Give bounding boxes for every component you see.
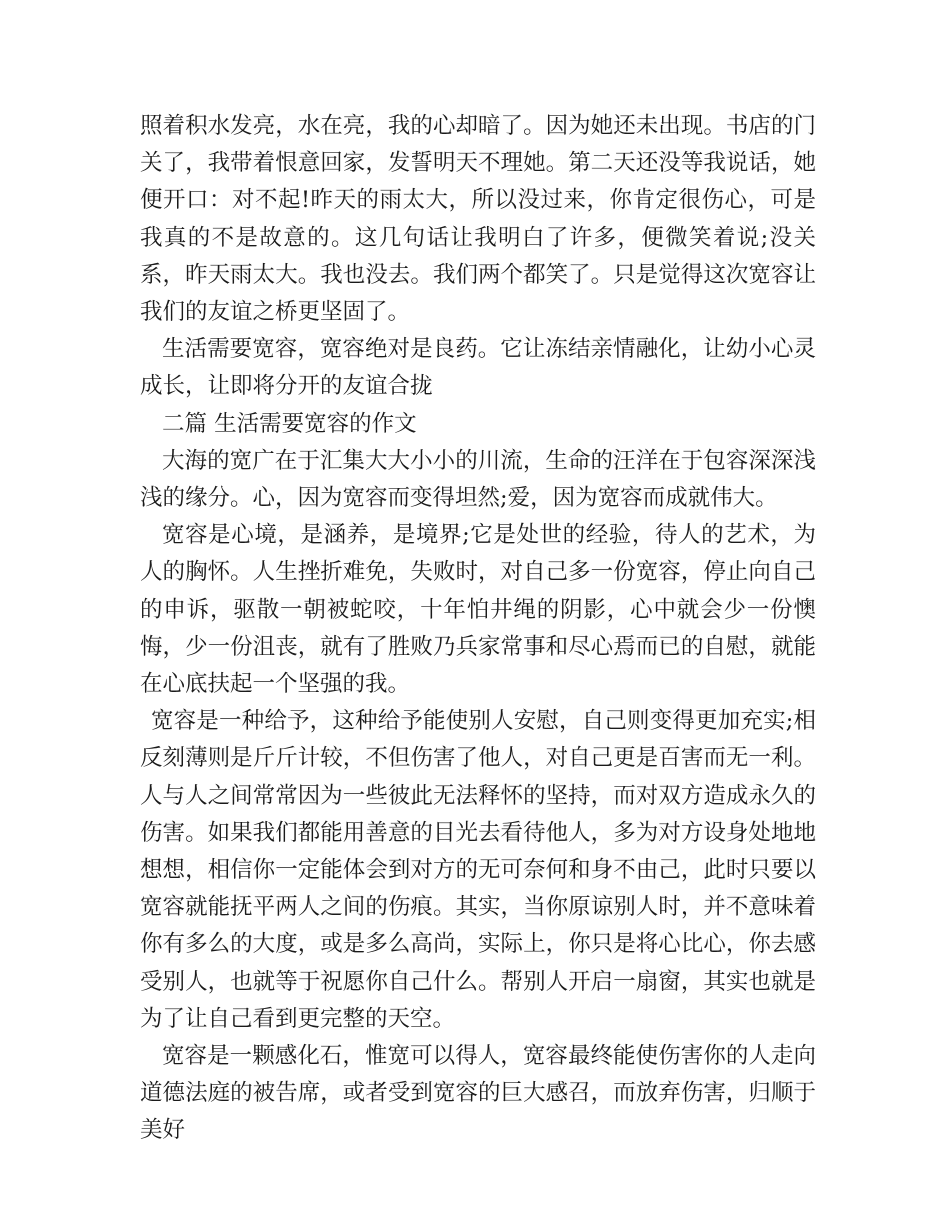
paragraph-intro: 大海的宽广在于汇集大大小小的川流，生命的汪洋在于包容深深浅浅的缘分。心，因为宽容而变得坦然;爱，因为宽容而成就伟大。 bbox=[140, 447, 816, 512]
paragraph-state-of-mind: 宽容是心境，是涵养，是境界;它是处世的经验，待人的艺术，为人的胸怀。人生挫折难免，失败时，对自己多一份宽容，停止向自己的申诉，驱散一朝被蛇咬，十年怕井绳的阴影，心中就会少一份懊悔，少一份沮丧，就有了胜败乃兵家常事和尽心焉而已的自慰，就能在心底扶起一个坚强的我。 bbox=[140, 522, 816, 698]
document-body bbox=[140, 108, 816, 1150]
paragraph-continuation: 照着积水发亮，水在亮，我的心却暗了。因为她还未出现。书店的门关了，我带着恨意回家，发誓明天不理她。第二天还没等我说话，她便开口：对不起!昨天的雨太大，所以没过来，你肯定很伤心，可是我真的不是故意的。这几句话让我明白了许多，便微笑着说;没关系，昨天雨太大。我也没去。我们两个都笑了。只是觉得这次宽容让我们的友谊之桥更坚固了。 bbox=[140, 113, 816, 326]
paragraph-conclusion: 生活需要宽容，宽容绝对是良药。它让冻结亲情融化，让幼小心灵成长，让即将分开的友谊合拢 bbox=[140, 336, 816, 400]
paragraph-giving: 宽容是一种给予，这种给予能使别人安慰，自己则变得更加充实;相反刻薄则是斤斤计较，不但伤害了他人，对自己更是百害而无一利。人与人之间常常因为一些彼此无法释怀的坚持，而对双方造成永久的伤害。如果我们都能用善意的目光去看待他人，多为对方设身处地地想想，相信你一定能体会到对方的无可奈何和身不由己，此时只要以宽容就能抚平两人之间的伤痕。其实，当你原谅别人时，并不意味着你有多么的大度，或是多么高尚，实际上，你只是将心比心，你去感受别人，也就等于祝愿你自己什么。帮别人开启一扇窗，其实也就是为了让自己看到更完整的天空。 bbox=[140, 708, 816, 1032]
section-heading: 二篇 生活需要宽容的作文 bbox=[162, 410, 417, 437]
paragraph-influence: 宽容是一颗感化石，惟宽可以得人，宽容最终能使伤害你的人走向道德法庭的被告席，或者受到宽容的巨大感召，而放弃伤害，归顺于美好 bbox=[140, 1043, 816, 1144]
